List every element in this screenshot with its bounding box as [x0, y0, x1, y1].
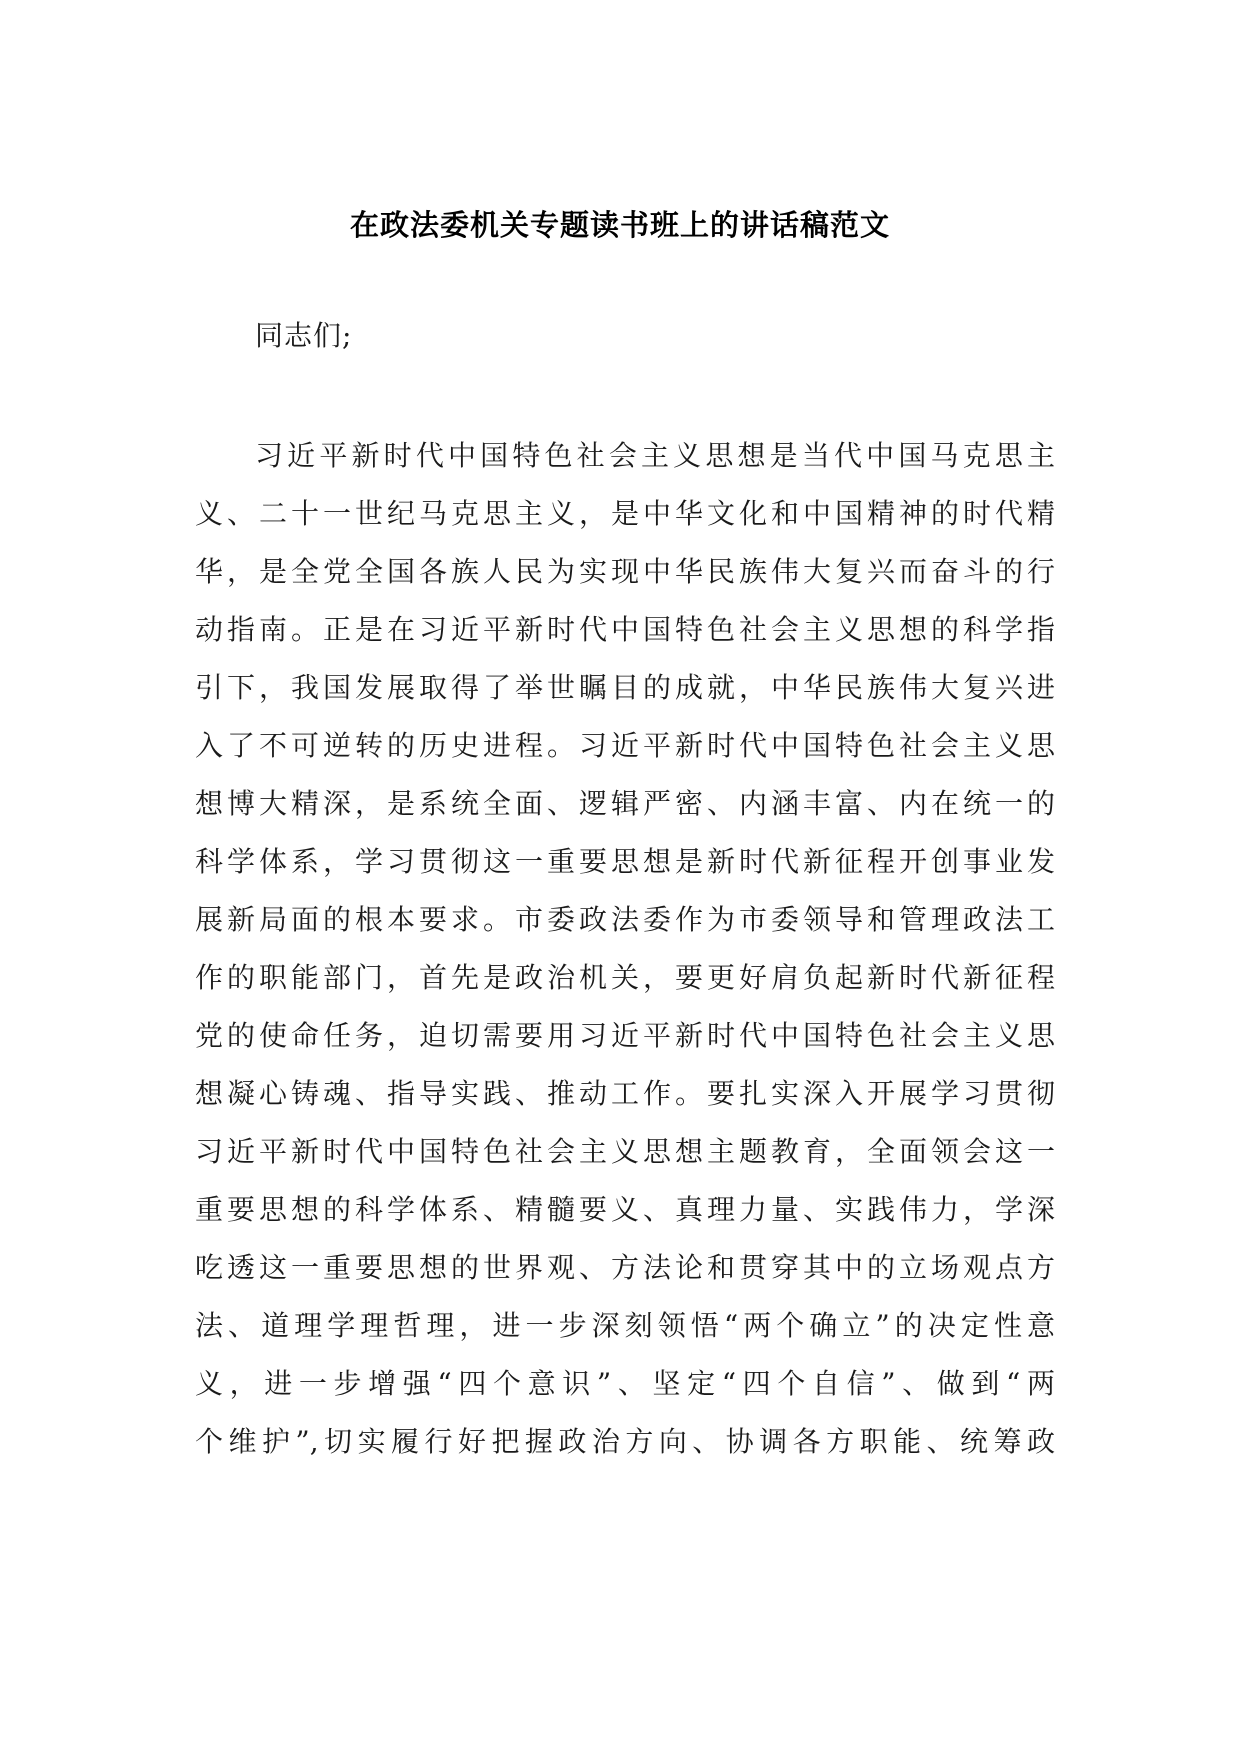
body-line: 展新局面的根本要求。市委政法委作为市委领导和管理政法工 [195, 903, 1055, 936]
body-line: 习近平新时代中国特色社会主义思想是当代中国马克思主 [255, 439, 1055, 472]
body-line: 习近平新时代中国特色社会主义思想主题教育，全面领会这一 [195, 1135, 1055, 1168]
body-line: 引下，我国发展取得了举世瞩目的成就，中华民族伟大复兴进 [195, 671, 1055, 704]
body-line: 义、二十一世纪马克思主义，是中华文化和中国精神的时代精 [195, 497, 1055, 530]
body-line: 重要思想的科学体系、精髓要义、真理力量、实践伟力，学深 [195, 1193, 1055, 1226]
body-line: 想凝心铸魂、指导实践、推动工作。要扎实深入开展学习贯彻 [195, 1077, 1055, 1110]
document-title: 在政法委机关专题读书班上的讲话稿范文 [349, 208, 890, 242]
salutation: 同志们; [255, 319, 353, 352]
body-line: 科学体系，学习贯彻这一重要思想是新时代新征程开创事业发 [195, 845, 1055, 878]
body-line: 想博大精深，是系统全面、逻辑严密、内涵丰富、内在统一的 [195, 787, 1055, 820]
body-line: 入了不可逆转的历史进程。习近平新时代中国特色社会主义思 [195, 729, 1055, 762]
body-line: 动指南。正是在习近平新时代中国特色社会主义思想的科学指 [195, 613, 1055, 646]
body-line: 吃透这一重要思想的世界观、方法论和贯穿其中的立场观点方 [195, 1251, 1055, 1284]
body-line: 党的使命任务，迫切需要用习近平新时代中国特色社会主义思 [195, 1019, 1055, 1052]
body-line: 义，进一步增强“四个意识”、坚定“四个自信”、做到“两 [195, 1367, 1055, 1400]
body-line: 个维护”,切实履行好把握政治方向、协调各方职能、统筹政 [195, 1425, 1055, 1458]
body-line: 法、道理学理哲理，进一步深刻领悟“两个确立”的决定性意 [195, 1309, 1055, 1342]
body-line: 作的职能部门，首先是政治机关，要更好肩负起新时代新征程 [195, 961, 1055, 994]
body-paragraph [195, 427, 1055, 1471]
body-line: 华，是全党全国各族人民为实现中华民族伟大复兴而奋斗的行 [195, 555, 1055, 588]
